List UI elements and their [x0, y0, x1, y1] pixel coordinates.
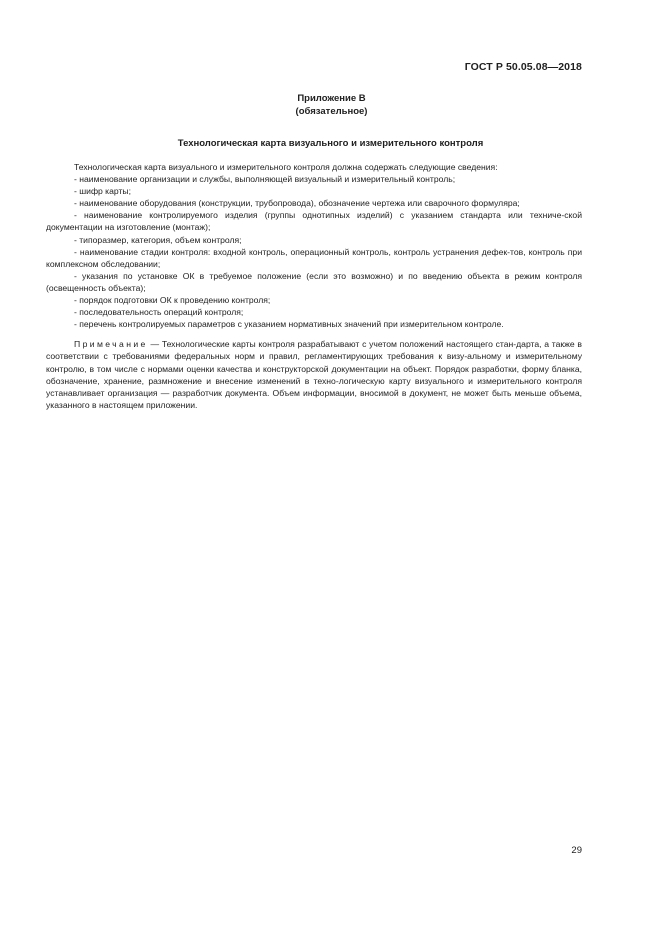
- document-code: ГОСТ Р 50.05.08—2018: [464, 61, 582, 73]
- list-item: - наименование контролируемого изделия (группы однотипных изделий) с указанием стандарта или техниче-ской документации на изготовление (монтаж);: [46, 210, 582, 233]
- list-item: - типоразмер, категория, объем контроля;: [74, 234, 242, 245]
- intro-paragraph: Технологическая карта визуального и измерительного контроля должна содержать следующие сведения:: [74, 162, 498, 172]
- list-item: - наименование оборудования (конструкции, трубопровода), обозначение чертежа или сварочного формуляра;: [74, 198, 520, 209]
- list-item: - последовательность операций контроля;: [74, 307, 244, 318]
- list-item: - перечень контролируемых параметров с указанием нормативных значений при измерительном контроле.: [74, 319, 504, 330]
- section-body: [46, 161, 582, 419]
- appendix-status: (обязательное): [295, 106, 368, 117]
- list-item: - наименование стадии контроля: входной контроль, операционный контроль, контроль устранения дефек-тов, контроль при комплексном обследовании;: [46, 246, 582, 269]
- section-title: Технологическая карта визуального и измерительного контроля: [177, 138, 484, 149]
- note-label: Примечание: [74, 339, 148, 350]
- list-item: - шифр карты;: [74, 186, 132, 197]
- list-item: - наименование организации и службы, выполняющей визуальный и измерительный контроль;: [74, 174, 456, 185]
- note-text: — Технологические карты контроля разрабатывают с учетом положений настоящего стан-дарта, а также в соответствии с требованиями федеральных норм и правил, регламентирующих требования к визу-альному и измерительному контролю, в том числе с нормами оценки качества и конструкторской документации на объект. Порядок разработки, форму бланка, обозначение, хранение, размножение и внесение изменений в техно-логическую карту визуального и измерительного контроля устанавливает организация — разработчик документа. Объем информации, вносимой в документ, не может быть меньше объема, указанного в настоящем приложении.: [46, 339, 582, 410]
- note-paragraph: [46, 338, 582, 411]
- list-item: - указания по установке ОК в требуемое положение (если это возможно) и по введению объекта в режим контроля (освещенность объекта);: [46, 270, 582, 293]
- list-item: - порядок подготовки ОК к проведению контроля;: [74, 295, 271, 306]
- appendix-title: Приложение В: [297, 93, 366, 104]
- page-number: 29: [571, 845, 582, 856]
- appendix-heading: [0, 92, 661, 118]
